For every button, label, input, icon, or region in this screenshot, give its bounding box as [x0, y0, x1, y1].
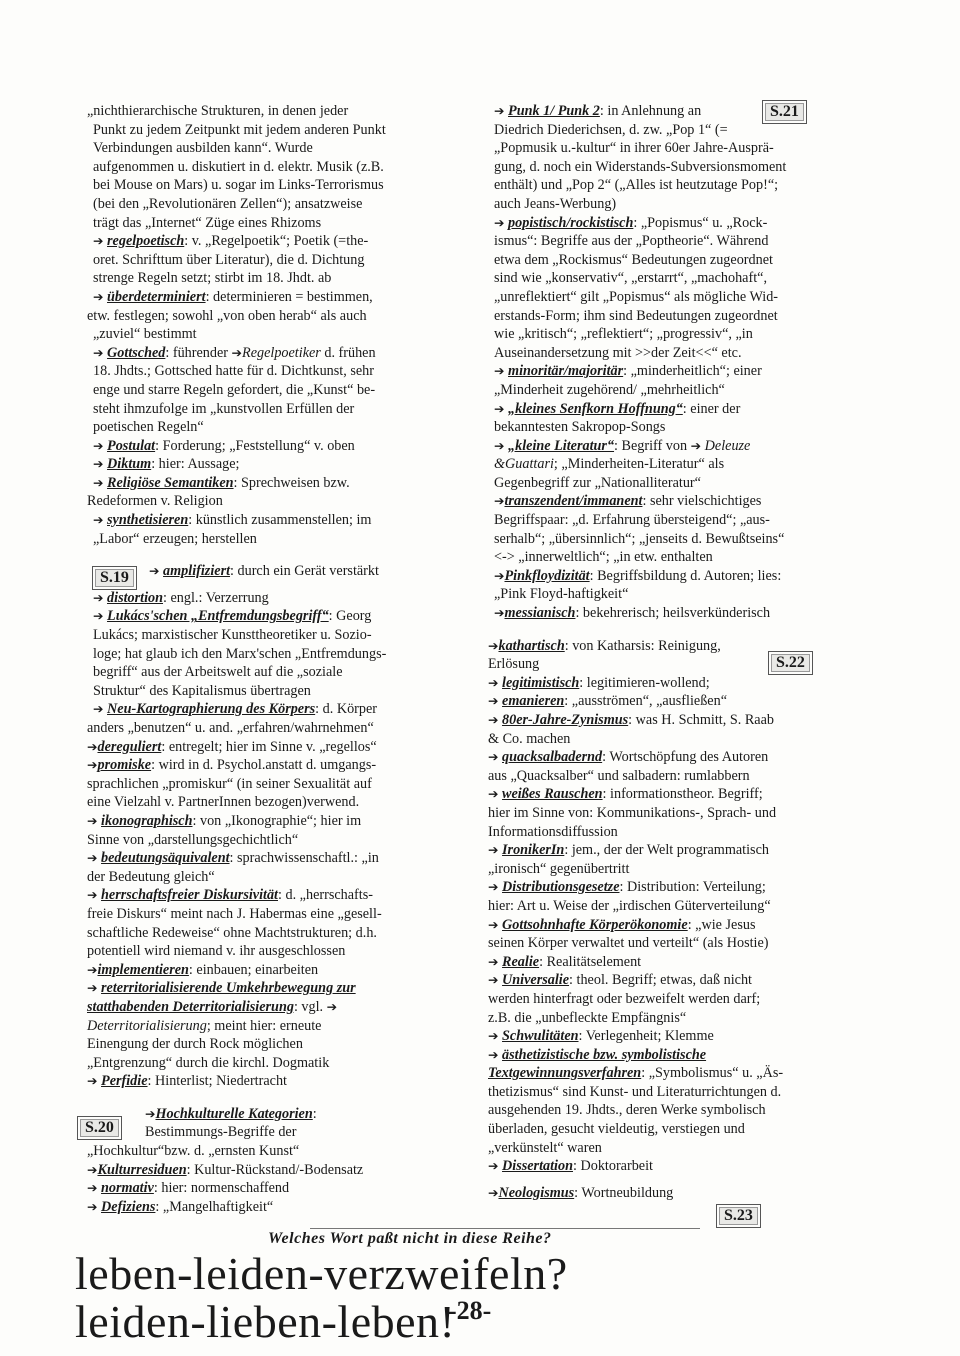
definition: : informationstheor. Begriff;: [602, 786, 763, 803]
term: regelpoetisch: [107, 233, 185, 250]
definition: : Sprechweisen bzw.: [233, 474, 350, 491]
footer-headline-line1: leben-leiden-verzweifeln?: [75, 1248, 568, 1299]
term: Gottsched: [107, 344, 166, 361]
entry-continuation: strenge Regeln setzt; stirbt im 18. Jhdt. ab: [93, 270, 332, 287]
arrow-icon: ➔: [488, 1184, 499, 1200]
definition: : Begriffsbildung d. Autoren; lies:: [589, 567, 782, 584]
page-ref-badge-s23: S.23: [716, 1204, 761, 1228]
term: Diktum: [107, 456, 152, 473]
arrow-icon: ➔: [494, 567, 505, 583]
definition: : Hinterlist; Niedertracht: [147, 1073, 287, 1090]
footer-divider: [310, 1228, 700, 1229]
term: Lukács'schen „Entfremdungsbegriff“: [107, 608, 329, 625]
arrow-icon: ➔: [87, 850, 98, 866]
italic-reference: Deterritorialisierung: [87, 1017, 207, 1034]
arrow-icon: ➔: [93, 608, 104, 624]
entry-continuation: „Hochkultur“bzw. d. „ernsten Kunst“: [87, 1143, 300, 1160]
entry-distortion: [87, 589, 439, 608]
definition: :: [312, 1105, 317, 1122]
term: „kleines Senfkorn Hoffnung“: [508, 400, 683, 417]
term: transzendent/immanent: [504, 493, 643, 510]
page-ref-badge-s20: S.20: [77, 1116, 122, 1140]
term: Distributionsgesetze: [502, 879, 620, 896]
entry-transzendent: [488, 492, 838, 511]
definition: : Realitätselement: [539, 953, 642, 970]
definition: : v. „Regelpoetik“; Poetik (=the-: [184, 233, 369, 250]
entry-continuation: enge und starre Regeln gefordert, die „Kunst“ be-: [93, 381, 376, 398]
definition: : was H. Schmitt, S. Raab: [628, 712, 774, 728]
arrow-icon: ➔: [488, 693, 499, 709]
arrow-icon: ➔: [93, 288, 104, 304]
rhizom-text-line: trägt das „Internet“ Züge eines Rhizoms: [93, 214, 322, 231]
entry-continuation: eine Vielzahl v. PartnerInnen bezogen)verwend.: [87, 794, 360, 811]
term: minoritär/majoritär: [508, 363, 624, 380]
term: amplifiziert: [163, 563, 231, 580]
entry-continuation: „Pink Floyd-haftigkeit“: [494, 586, 629, 603]
definition: : durch ein Gerät verstärkt: [230, 563, 379, 580]
term: weißes Rauschen: [502, 786, 603, 803]
arrow-icon: ➔: [93, 474, 104, 490]
arrow-icon: ➔: [494, 214, 505, 230]
arrow-icon: ➔: [93, 456, 104, 472]
entry-continuation: etwa dem „Rockismus“ Bedeutungen zugeordnet: [494, 251, 773, 268]
entry-neologismus: [488, 1184, 838, 1203]
entry-regelpoetisch: [87, 232, 439, 251]
definition: : künstlich zusammenstellen; im: [188, 512, 372, 529]
entry-continuation: z.B. die „unbefleckte Empfängnis“: [488, 1009, 687, 1026]
entry-continuation: der Bedeutung gleich“: [87, 868, 215, 885]
left-column: [87, 102, 439, 1216]
entry-continuation: Auseinandersetzung mit >>der Zeit<<“ etc.: [494, 344, 742, 361]
arrow-icon: ➔: [488, 842, 499, 858]
entry-kleine-literatur: [488, 437, 838, 456]
definition: : Wortschöpfung des Autoren: [602, 749, 769, 766]
entry-continuation: [488, 1064, 838, 1083]
definition: : sehr vielschichtiges: [642, 493, 762, 510]
entry-continuation: gung, d. noch ein Widerstands-Subversionsmoment: [494, 158, 787, 175]
italic-reference: Deleuze: [704, 437, 751, 454]
entry-continuation: [488, 455, 838, 474]
entry-continuation: serhalb“; „übersinnlich“; „jenseits d. Bewußtseins“: [494, 530, 785, 547]
term: ästhetizistische bzw. symbolistische: [502, 1046, 707, 1063]
entry-distributionsgesetze: [488, 878, 838, 897]
term: popistisch/rockistisch: [508, 214, 634, 231]
entry-emanieren: [488, 692, 838, 711]
entry-continuation: seinen Körper verwaltet und verteilt“ (als Hostie): [488, 935, 769, 952]
entry-synthetisieren: [87, 511, 439, 530]
entry-continuation: Sinne von „darstellungsgechichtlich“: [87, 831, 299, 848]
rhizom-text-line: aufgenommen u. diskutiert in d. elektr. Musik (z.B.: [93, 158, 384, 175]
entry-continuation: enthält) und „Pop 2“ („Alles ist heutzutage Pop!“;: [494, 177, 779, 194]
entry-continuation: Einengung der durch Rock möglichen: [87, 1036, 303, 1053]
definition: : von „Ikonographie“; hier im: [192, 812, 362, 829]
arrow-icon: ➔: [488, 786, 499, 802]
page-ref-badge-s21: S.21: [762, 100, 807, 124]
arrow-icon: ➔: [93, 344, 104, 360]
entry-reterritorialisierende: [87, 979, 439, 998]
term: Perfidie: [101, 1073, 148, 1090]
entry-continuation: bekanntesten Sakropop-Songs: [494, 419, 666, 436]
entry-ikonographisch: [87, 812, 439, 831]
definition: : in Anlehnung an: [599, 103, 702, 119]
definition: : Georg: [328, 608, 372, 625]
term: „kleine Literatur“: [508, 437, 615, 454]
entry-continuation: Lukács; marxistischer Kunsttheoretiker u. Sozio-: [93, 627, 372, 644]
entry-continuation: „ironisch“ gegenübertritt: [488, 860, 630, 877]
arrow-icon: ➔: [488, 916, 499, 932]
arrow-icon: ➔: [494, 605, 505, 621]
entry-continuation: thetizismus“ sind Kunst- und Literaturrichtungen d.: [488, 1083, 782, 1100]
definition: : „ausströmen“, „ausfließen“: [564, 693, 727, 710]
arrow-icon: ➔: [488, 712, 499, 727]
entry-messianisch: [488, 604, 838, 623]
definition: : Verlegenheit; Klemme: [578, 1028, 714, 1045]
definition: : wird in d. Psychol.anstatt d. umgangs-: [151, 757, 377, 774]
entry-continuation: loge; hat glaub ich den Marx'schen „Entfremdungs-: [93, 645, 387, 662]
definition: : Wortneubildung: [574, 1184, 674, 1201]
definition: : sprachwissenschaftl.: „in: [229, 850, 379, 867]
entry-promiske: [87, 756, 439, 775]
definition: : einbauen; einarbeiten: [188, 961, 319, 978]
entry-continuation: Bestimmungs-Begriffe der: [145, 1124, 297, 1141]
arrow-icon: ➔: [488, 1046, 499, 1062]
entry-continuation: poetischen Regeln“: [93, 419, 204, 436]
arrow-icon: ➔: [87, 757, 98, 773]
entry-legitimistisch: [488, 674, 838, 693]
entry-continuation: werden hinterfragt oder bezweifelt werden darf;: [488, 990, 761, 1007]
definition: : vgl.: [293, 998, 327, 1015]
definition: : hier: normenschaffend: [153, 1180, 290, 1197]
arrow-icon: ➔: [488, 972, 499, 988]
entry-continuation: überladen, gesucht vieldeutig, verstiegen und: [488, 1121, 745, 1138]
arrow-icon: ➔: [93, 437, 104, 453]
definition: : d. „herrschafts-: [278, 887, 373, 904]
entry-ironikerin: [488, 841, 838, 860]
entry-diktum: [87, 455, 439, 474]
entry-continuation: „Popmusik u.-kultur“ in ihrer 60er Jahre-Ausprä-: [494, 140, 774, 157]
rhizom-text-line: Verbindungen ausbilden kann“. Wurde: [93, 140, 313, 157]
italic-reference: &Guattari: [494, 456, 554, 473]
definition: : einer der: [682, 400, 741, 417]
term: bedeutungsäquivalent: [101, 850, 230, 867]
term: promiske: [97, 757, 152, 774]
entry-continuation: Begriffspaar: „d. Erfahrung übersteigend“; „aus-: [494, 512, 770, 529]
rhizom-text-line: (bei den „Revolutionären Zellen“); ansatzweise: [93, 195, 363, 212]
entry-realie: [488, 953, 838, 972]
arrow-icon: ➔: [488, 879, 499, 895]
entry-perfidie: [87, 1072, 439, 1091]
term: distortion: [107, 589, 164, 606]
entry-continuation: ismus“: Begriffe aus der „Poptheorie“. Während: [494, 233, 769, 250]
entry-continuation: ausgehenden 19. Jhdts., deren Werke symbolisch: [488, 1102, 766, 1119]
term: Schwulitäten: [502, 1028, 579, 1045]
term: messianisch: [504, 605, 576, 622]
definition: : determinieren = bestimmen,: [205, 288, 373, 305]
definition: ; meint hier: erneute: [206, 1017, 322, 1034]
entry-continuation: freie Diskurs“ meint nach J. Habermas eine „gesell-: [87, 905, 382, 922]
entry-continuation: „unreflektiert“ gilt „Popismus“ als mögliche Wid-: [494, 288, 779, 305]
term: Gottsohnhafte Körperökonomie: [502, 916, 688, 933]
entry-continuation: Informationsdiffussion: [488, 823, 618, 840]
rhizom-text-line: Punkt zu jedem Zeitpunkt mit jedem anderen Punkt: [93, 121, 386, 138]
term: normativ: [101, 1180, 154, 1197]
arrow-icon: ➔: [87, 1073, 98, 1089]
footer-headline-line2: leiden-lieben-leben!: [75, 1296, 456, 1347]
arrow-icon: ➔: [87, 980, 98, 996]
term: herrschaftsfreier Diskursivität: [101, 887, 278, 904]
term: kathartisch: [498, 637, 565, 654]
arrow-icon: ➔: [488, 953, 499, 969]
entry-continuation: Struktur“ des Kapitalismus übertragen: [93, 682, 311, 699]
term: Neologismus: [498, 1184, 575, 1201]
term: legitimistisch: [502, 674, 580, 691]
entry-aesthetizistische: [488, 1046, 838, 1065]
term: Kulturresiduen: [97, 1161, 187, 1178]
entry-continuation: [87, 998, 439, 1017]
entry-religioese-semantiken: [87, 474, 439, 493]
entry-senfkorn: [488, 400, 838, 419]
entry-neu-kartographierung: [87, 700, 439, 719]
term: Neu-Kartographierung des Körpers: [107, 701, 316, 718]
term: implementieren: [97, 961, 189, 978]
entry-continuation: „Entgrenzung“ durch die kirchl. Dogmatik: [87, 1054, 330, 1071]
term: ikonographisch: [101, 812, 193, 829]
entry-continuation: 18. Jhdts.; Gottsched hatte für d. Dichtkunst, sehr: [93, 363, 374, 380]
entry-postulat: [87, 437, 439, 456]
page-number: -28-: [448, 1296, 492, 1325]
entry-continuation: & Co. machen: [488, 730, 571, 747]
entry-weisses-rauschen: [488, 785, 838, 804]
arrow-icon: ➔: [87, 1180, 98, 1196]
definition: : entregelt; hier im Sinne v. „regellos“: [161, 738, 377, 755]
term: überdeterminiert: [107, 288, 206, 305]
entry-continuation: erstands-Form; ihm sind Bedeutungen zugeordnet: [494, 307, 778, 324]
entry-continuation: [87, 1017, 439, 1036]
entry-ueberdeterminiert: [87, 288, 439, 307]
definition: : legitimieren-wollend;: [579, 674, 710, 691]
entry-continuation: „Labor“ erzeugen; herstellen: [93, 530, 257, 547]
term: emanieren: [502, 693, 565, 710]
arrow-icon: ➔: [494, 493, 505, 509]
entry-continuation: begriff“ aus der Arbeitswelt auf die „soziale: [93, 664, 343, 681]
arrow-icon: ➔: [87, 961, 98, 977]
definition: : engl.: Verzerrung: [163, 589, 269, 606]
term: reterritorialisierende Umkehrbewegung zur: [101, 980, 356, 997]
entry-normativ: [87, 1179, 439, 1198]
definition: : „wie Jesus: [687, 916, 756, 933]
entry-continuation: Gegenbegriff zur „Nationalliteratur“: [494, 474, 701, 491]
term: Defiziens: [101, 1198, 156, 1215]
definition: : hier: Aussage;: [151, 456, 240, 473]
arrow-icon: ➔: [494, 437, 505, 453]
arrow-icon: ➔: [93, 512, 104, 528]
term: statthabenden Deterritorialisierung: [87, 998, 294, 1015]
term: Universalie: [502, 972, 570, 989]
term: synthetisieren: [107, 512, 189, 529]
entry-continuation: anders „benutzen“ u. and. „erfahren/wahrnehmen“: [87, 720, 374, 736]
entry-continuation: „zuviel“ bestimmt: [93, 326, 197, 343]
entry-continuation: steht ihmzufolge im „kunstvollen Erfüllen der: [93, 400, 355, 417]
entry-pinkfloydizitaet: [488, 567, 838, 586]
rhizom-text-line: bei Mouse on Mars) u. sogar im Links-Terrorismus: [93, 177, 384, 194]
definition: : „Mangelhaftigkeit“: [155, 1198, 274, 1215]
entry-defiziens: [87, 1198, 439, 1217]
entry-amplifiziert: [87, 562, 439, 581]
arrow-icon: ➔: [149, 563, 160, 579]
entry-lukacs: [87, 607, 439, 626]
page-ref-badge-s22: S.22: [768, 651, 813, 675]
entry-dissertation: [488, 1157, 838, 1176]
definition: : bekehrerisch; heilsverkünderisch: [575, 605, 771, 622]
arrow-icon: ➔: [488, 674, 499, 690]
arrow-icon: ➔: [87, 1198, 98, 1214]
entry-gottsched: [87, 344, 439, 363]
entry-continuation: sind wie „konservativ“, „erstarrt“, „machohaft“,: [494, 270, 767, 287]
entry-continuation: hier im Sinne von: Kommunikations-, Sprach- und: [488, 804, 777, 821]
rhizom-text-line: „nichthierarchische Strukturen, in denen jeder: [87, 103, 349, 119]
entry-continuation: schaftliche Redeweise“ ohne Machtstrukturen; d.h.: [87, 924, 377, 941]
term: IronikerIn: [502, 842, 565, 859]
entry-dereguliert: [87, 738, 439, 757]
definition: : Begriff von: [614, 437, 691, 454]
entry-implementieren: [87, 961, 439, 980]
term: Religiöse Semantiken: [107, 474, 234, 491]
entry-herrschaftsfreie-diskursivitaet: [87, 886, 439, 905]
entry-continuation: hier: Art u. Weise der „irdischen Güterverteilung“: [488, 897, 771, 914]
definition: : Forderung; „Feststellung“ v. oben: [155, 437, 355, 454]
definition: : von Katharsis: Reinigung,: [564, 637, 721, 654]
term: Dissertation: [502, 1158, 573, 1175]
term: Punk 1/ Punk 2: [508, 103, 600, 119]
entry-continuation: Redeformen v. Religion: [87, 493, 223, 510]
entry-continuation: Diedrich Diederichsen, d. zw. „Pop 1“ (=: [494, 121, 728, 138]
entry-schwulitaeten: [488, 1027, 838, 1046]
entry-continuation: „verkünstelt“ waren: [488, 1139, 602, 1156]
arrow-icon: ➔: [494, 400, 505, 416]
term: 80er-Jahre-Zynismus: [502, 712, 629, 728]
definition: ; „Minderheiten-Literatur“ als: [553, 456, 725, 473]
arrow-icon: ➔: [231, 344, 243, 360]
entry-minoritaer: [488, 362, 838, 381]
entry-hochkulturelle-kategorien: [87, 1105, 439, 1124]
entry-continuation: auch Jeans-Werbung): [494, 195, 617, 212]
entry-continuation: etw. festlegen; sowohl „von oben herab“ als auch: [87, 307, 367, 324]
entry-continuation: <-> „innerweltlich“; „in etw. enthalten: [494, 549, 713, 566]
entry-continuation: oret. Schrifttum über Literatur), die d. Dichtung: [93, 251, 365, 268]
term: Realie: [502, 953, 540, 970]
entry-continuation: aus „Quacksalber“ und salbadern: rumlabbern: [488, 767, 750, 784]
arrow-icon: ➔: [93, 233, 104, 249]
arrow-icon: ➔: [488, 1158, 499, 1174]
definition: : „minderheitlich“; einer: [623, 363, 762, 380]
term: dereguliert: [97, 738, 162, 755]
definition: : führender: [165, 344, 232, 361]
definition: d. frühen: [320, 344, 376, 361]
arrow-icon: ➔: [87, 1161, 98, 1177]
term: Textgewinnungsverfahren: [488, 1065, 642, 1082]
entry-continuation: wie „kritisch“; „reflektiert“; „progressiv“, „in: [494, 326, 753, 343]
entry-continuation: Erlösung: [488, 656, 540, 673]
definition: : theol. Begriff; etwas, daß nicht: [569, 972, 752, 989]
definition: : jem., der der Welt programmatisch: [564, 842, 769, 859]
entry-kulturresiduen: [87, 1161, 439, 1180]
arrow-icon: ➔: [87, 812, 98, 828]
arrow-icon: ➔: [93, 589, 104, 605]
entry-quacksalbadernd: [488, 748, 838, 767]
term: Postulat: [107, 437, 156, 454]
term: quacksalbadernd: [502, 749, 603, 766]
term: Pinkfloydizität: [504, 567, 590, 584]
entry-continuation: sprachlichen „promiskur“ (in seiner Sexualität auf: [87, 775, 372, 792]
entry-bedeutungsaequivalent: [87, 849, 439, 868]
definition: : „Symbolismus“ u. „Äs-: [641, 1065, 784, 1082]
entry-universalie: [488, 971, 838, 990]
italic-reference: Regelpoetiker: [242, 344, 321, 361]
entry-80er-jahre-zynismus: [488, 711, 838, 730]
arrow-icon: ➔: [488, 1028, 499, 1044]
term: Hochkulturelle Kategorien: [155, 1105, 313, 1122]
arrow-icon: ➔: [494, 103, 505, 118]
footer-question: Welches Wort paßt nicht in diese Reihe?: [268, 1230, 552, 1247]
arrow-icon: ➔: [488, 749, 499, 765]
entry-popistisch: [488, 214, 838, 233]
arrow-icon: ➔: [87, 738, 98, 754]
arrow-icon: ➔: [488, 637, 499, 653]
arrow-icon: ➔: [494, 363, 505, 379]
definition: : d. Körper: [315, 701, 378, 718]
definition: : „Popismus“ u. „Rock-: [633, 214, 768, 231]
entry-continuation: potentiell wird niemand v. ihr ausgeschlossen: [87, 943, 346, 960]
page-ref-badge-s19: S.19: [92, 566, 137, 590]
arrow-icon: ➔: [326, 998, 338, 1014]
arrow-icon: ➔: [145, 1105, 156, 1121]
arrow-icon: ➔: [87, 887, 98, 903]
arrow-icon: ➔: [690, 437, 702, 453]
entry-continuation: „Minderheit zugehörend/ „mehrheitlich“: [494, 381, 725, 398]
entry-gottsohnhafte-koerperoekonomie: [488, 916, 838, 935]
definition: : Doktorarbeit: [572, 1158, 653, 1175]
definition: : Distribution: Verteilung;: [619, 879, 766, 896]
arrow-icon: ➔: [93, 701, 104, 717]
definition: : Kultur-Rückstand/-Bodensatz: [186, 1161, 364, 1178]
